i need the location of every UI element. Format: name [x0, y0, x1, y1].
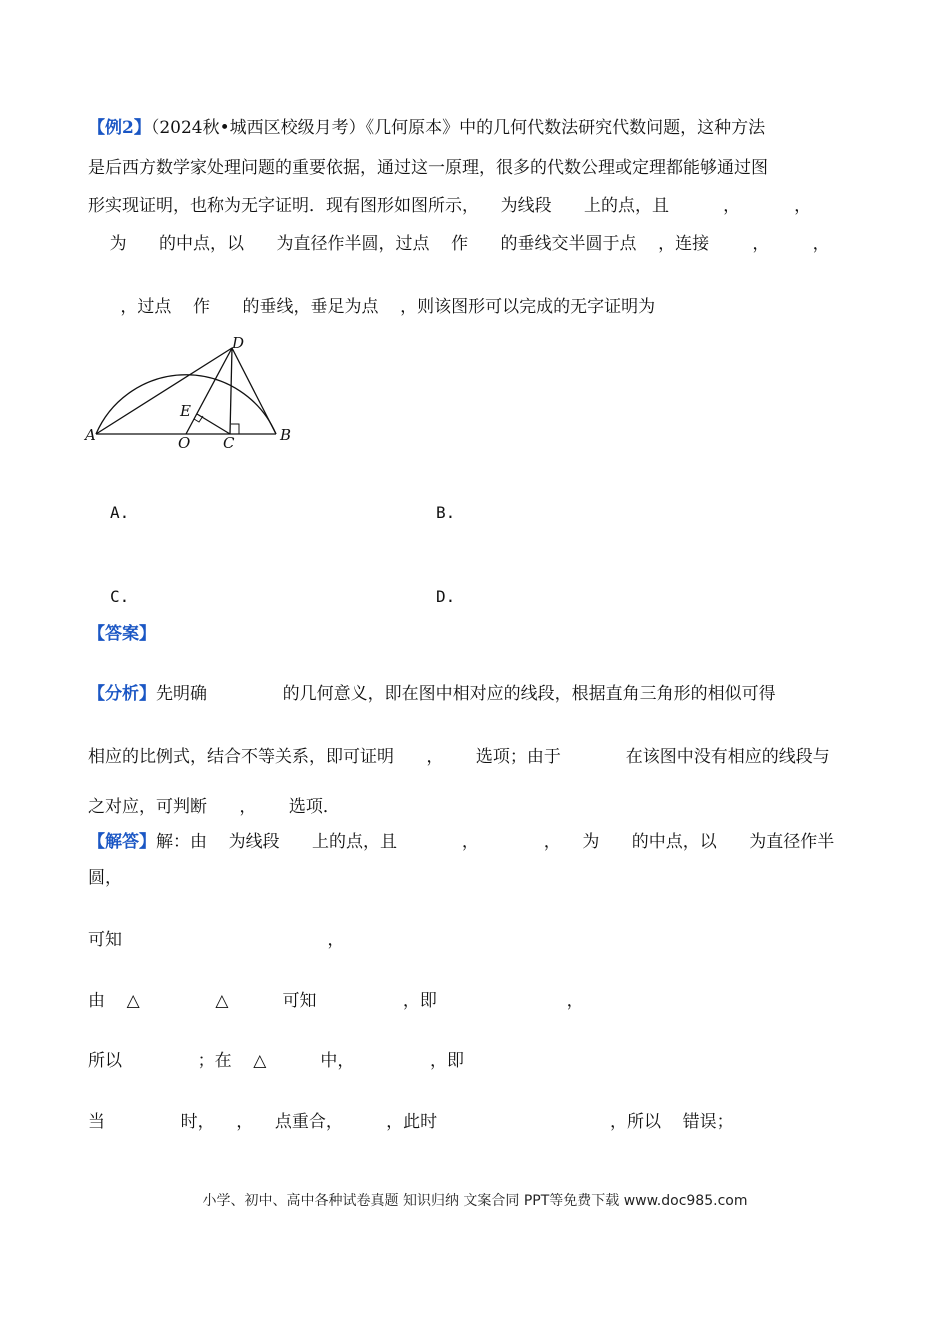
- right-angle-mark-c: [231, 424, 239, 434]
- option-c[interactable]: C.: [110, 587, 130, 606]
- label-d: D: [232, 334, 245, 352]
- problem-line-3: 形实现证明，也称为无字证明．现有图形如图所示， 为线段 上的点，且 ， ，: [88, 196, 812, 216]
- label-o: O: [178, 434, 191, 452]
- label-a: A: [85, 426, 96, 444]
- example-label: 【例2】: [88, 118, 151, 138]
- solution-text-1: 解：由 为线段 上的点，且 ， ， 为 的中点，以 为直径作半: [156, 832, 835, 852]
- segment-ad: [96, 348, 232, 434]
- problem-line-5: ，过点 作 的垂线，垂足为点 ，则该图形可以完成的无字证明为: [88, 297, 656, 317]
- label-e: E: [180, 402, 191, 420]
- option-a[interactable]: A.: [110, 503, 130, 522]
- solution-line-1: [88, 831, 878, 853]
- analysis-label: 【分析】: [88, 684, 156, 704]
- segment-cd: [230, 348, 232, 434]
- problem-line-1: [88, 117, 878, 139]
- analysis-line-3: 之对应，可判断 ， 选项．: [88, 797, 340, 817]
- solution-line-2: 圆，: [88, 868, 122, 888]
- option-d[interactable]: D.: [436, 587, 456, 606]
- solution-line-6: 当 时， ， 点重合， ，此时 ，所以 错误；: [88, 1112, 734, 1132]
- solution-line-3: 可知 ，: [88, 930, 345, 950]
- geometry-figure: [82, 330, 302, 455]
- problem-line-2: 是后西方数学家处理问题的重要依据，通过这一原理，很多的代数公理或定理都能够通过图: [88, 158, 768, 178]
- answer-label: 【答案】: [88, 624, 156, 644]
- segment-bd: [232, 348, 276, 434]
- answer-line: [88, 623, 878, 645]
- label-b: B: [280, 426, 292, 444]
- problem-text-1: （2024秋•城西区校级月考）《几何原本》中的几何代数法研究代数问题，这种方法: [150, 118, 766, 138]
- solution-line-4: 由 △ △ 可知 ，即 ，: [88, 991, 584, 1011]
- solution-line-5: 所以 ；在 △ 中， ，即: [88, 1051, 465, 1071]
- analysis-text-1: 先明确 的几何意义，即在图中相对应的线段，根据直角三角形的相似可得: [156, 684, 776, 704]
- option-b[interactable]: B.: [436, 503, 456, 522]
- analysis-line-2: 相应的比例式，结合不等关系，即可证明 ， 选项；由于 在该图中没有相应的线段与: [88, 747, 830, 767]
- problem-line-4: 为 的中点，以 为直径作半圆，过点 作 的垂线交半圆于点 ，连接 ， ，: [88, 234, 830, 254]
- analysis-line-1: [88, 683, 878, 705]
- solution-label: 【解答】: [88, 832, 156, 852]
- label-c: C: [223, 434, 235, 452]
- page-footer: 小学、初中、高中各种试卷真题 知识归纳 文案合同 PPT等免费下载 www.doc985.com: [202, 1193, 748, 1209]
